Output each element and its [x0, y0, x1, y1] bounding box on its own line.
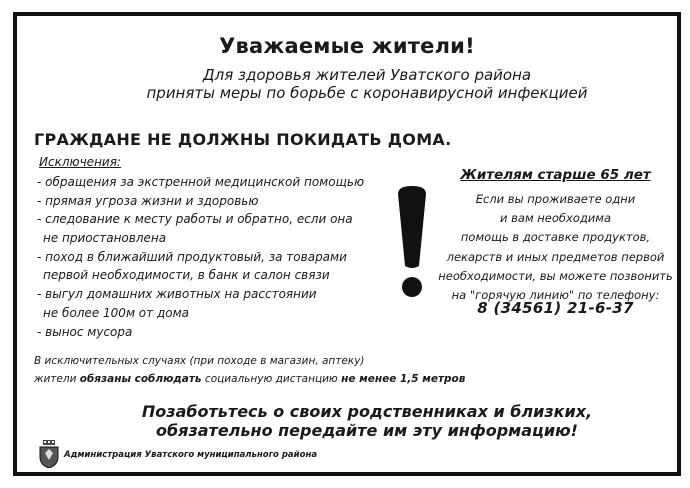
exception-item: не более 100м от дома	[43, 305, 189, 320]
exception-item: - выгул домашних животных на расстоянии	[37, 287, 317, 302]
seniors-line: на "горячую линию" по телефону:	[451, 288, 660, 303]
seniors-line: помощь в доставке продуктов,	[460, 230, 651, 245]
seniors-text	[437, 190, 674, 305]
exception-item: - прямая угроза жизни и здоровью	[37, 193, 259, 208]
poster-title: Уважаемые жители!	[219, 34, 475, 58]
seniors-line: и вам необходима	[500, 211, 611, 226]
coat-of-arms-icon	[39, 440, 59, 468]
care-line: Позаботьтесь о своих родственниках и близких,	[141, 402, 593, 421]
exceptions-heading: Исключения:	[39, 155, 121, 169]
exception-item: - обращения за экстренной медицинской помощью	[37, 175, 365, 189]
seniors-heading	[437, 167, 674, 183]
exception-item: не приостановлена	[43, 231, 167, 246]
seniors-line: лекарств и иных предметов первой	[446, 249, 665, 264]
poster-frame	[13, 12, 681, 476]
exclamation-icon	[395, 186, 429, 298]
note-emphasis: не менее 1,5 метров	[341, 373, 466, 385]
note-line-2	[34, 370, 465, 388]
exceptions-list	[37, 173, 364, 341]
stay-home-heading: ГРАЖДАНЕ НЕ ДОЛЖНЫ ПОКИДАТЬ ДОМА.	[34, 130, 452, 149]
note-line-1: В исключительных случаях (при походе в магазин, аптеку)	[34, 355, 365, 367]
note-text: жители	[34, 373, 80, 385]
care-message	[77, 402, 657, 440]
exception-item: первой необходимости, в банк и салон связи	[43, 268, 330, 283]
exception-item: - следование к месту работы и обратно, если она	[37, 212, 353, 227]
seniors-line: необходимости, вы можете позвонить	[438, 268, 673, 283]
seniors-heading-text: Жителям старше 65 лет	[460, 167, 651, 183]
exception-item: - поход в ближайший продуктовый, за товарами	[37, 249, 347, 264]
note-text: социальную дистанцию	[201, 373, 342, 385]
seniors-line: Если вы проживаете одни	[475, 192, 636, 206]
distance-note	[34, 352, 465, 388]
hotline-phone: 8 (34561) 21-6-37	[477, 299, 634, 317]
subtitle-line: Для здоровья жителей Уватского района	[202, 66, 532, 84]
note-emphasis: обязаны соблюдать	[79, 373, 202, 385]
poster-subtitle	[87, 66, 647, 102]
care-line: обязательно передайте им эту информацию!	[156, 421, 578, 440]
exception-item: - вынос мусора	[37, 324, 133, 339]
administration-name: Администрация Уватского муниципального района	[64, 450, 318, 460]
subtitle-line: приняты меры по борьбе с коронавирусной инфекцией	[146, 84, 588, 102]
